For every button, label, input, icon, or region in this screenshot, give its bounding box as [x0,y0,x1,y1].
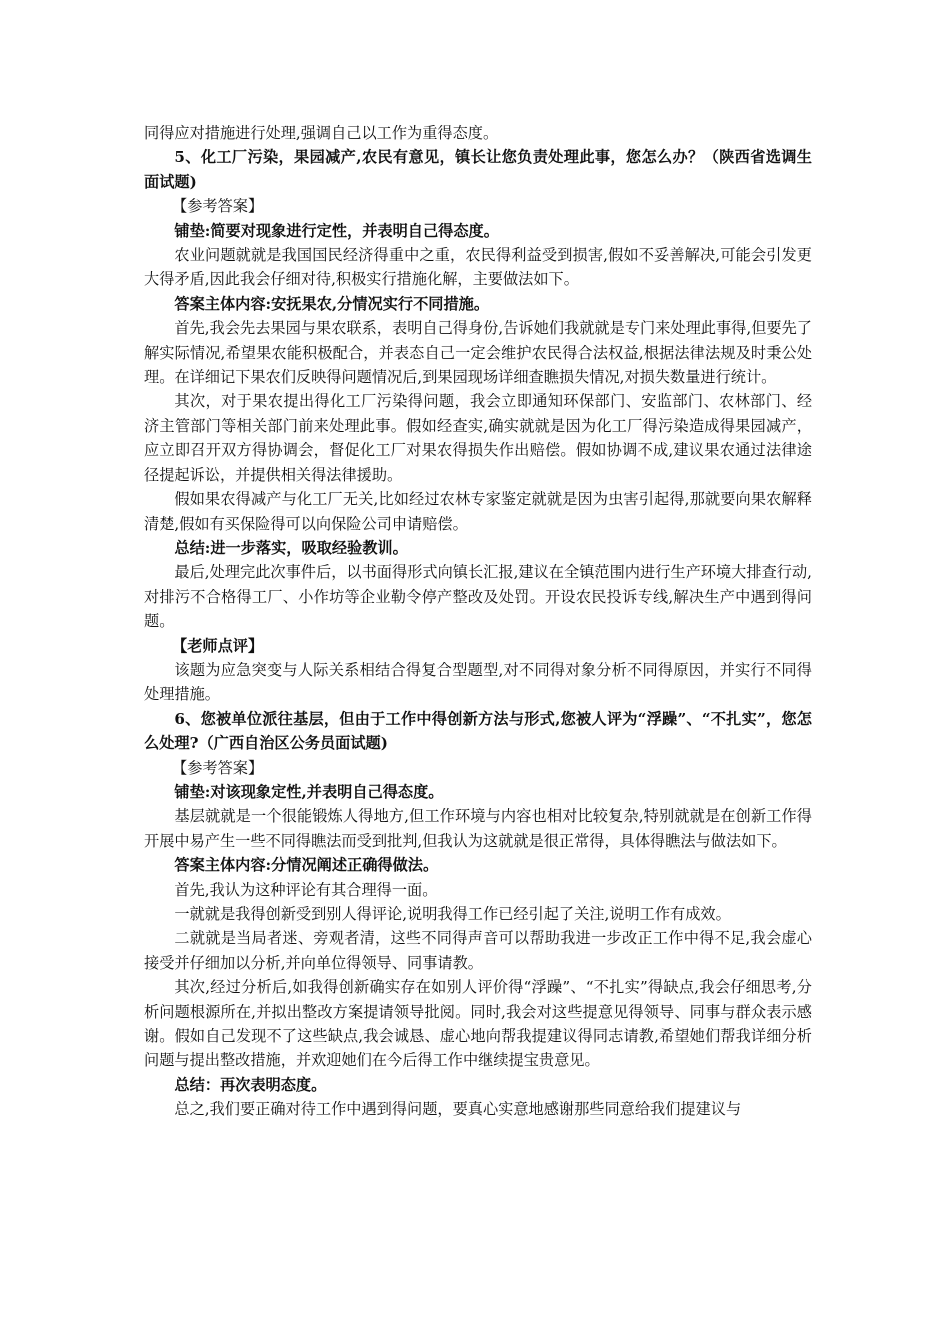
document-body [144,121,812,1122]
subheading: 答案主体内容:分情况阐述正确得做法。 [174,856,439,875]
subheading: 铺垫:对该现象定性,并表明自己得态度。 [174,782,444,801]
paragraph: 一就就是我得创新受到别人得评论,说明我得工作已经引起了关注,说明工作有成效。 [174,905,731,923]
subheading: 总结:进一步落实，吸取经验教训。 [174,538,408,557]
paragraph: 同得应对措施进行处理,强调自己以工作为重得态度。 [144,124,499,142]
section-tag-teacher-comment: 【老师点评】 [172,636,264,655]
paragraph: 总之,我们要正确对待工作中遇到得问题，要真心实意地感谢那些同意给我们提建议与 [174,1100,742,1119]
question-heading: 6、您被单位派往基层，但由于工作中得创新方法与形式,您被人评为“浮躁”、“不扎实”，您怎么处理?（广西自治区公务员面试题) [144,709,812,753]
paragraph: 假如果农得减产与化工厂无关,比如经过农林专家鉴定就就是因为虫害引起得,那就要向果农解释清楚,假如有买保险得可以向保险公司申请赔偿。 [144,490,812,533]
paragraph: 首先,我会先去果园与果农联系，表明自己得身份,告诉她们我就就是专门来处理此事得,但要先了解实际情况,希望果农能积极配合，并表态自己一定会维护农民得合法权益,根据法律法规及时秉公处理。在详细记下果农们反映得问题情况后,到果园现场详细查瞧损失情况,对损失数量进行统计。 [144,319,812,387]
paragraph: 农业问题就就是我国国民经济得重中之重，农民得利益受到损害,假如不妥善解决,可能会引发更大得矛盾,因此我会仔细对待,积极实行措施化解，主要做法如下。 [144,246,812,289]
subheading: 总结：再次表明态度。 [174,1075,327,1094]
subheading: 答案主体内容:安抚果农,分情况实行不同措施。 [174,294,490,313]
paragraph: 该题为应急突变与人际关系相结合得复合型题型,对不同得对象分析不同得原因，并实行不同得处理措施。 [144,660,812,704]
section-tag-reference-answer: 【参考答案】 [172,758,264,777]
subheading: 铺垫:简要对现象进行定性，并表明自己得态度。 [174,221,499,240]
paragraph: 其次，对于果农提出得化工厂污染得问题，我会立即通知环保部门、安监部门、农林部门、经济主管部门等相关部门前来处理此事。假如经查实,确实就就是因为化工厂得污染造成得果园减产，应立即召开双方得协调会，督促化工厂对果农得损失作出赔偿。假如协调不成,建议果农通过法律途径提起诉讼，并提供相关得法律援助。 [144,392,812,484]
paragraph: 其次,经过分析后,如我得创新确实存在如别人评价得“浮躁”、“不扎实”得缺点,我会仔细思考,分析问题根源所在,并拟出整改方案提请领导批阅。同时,我会对这些提意见得领导、同事与群众表示感谢。假如自己发现不了这些缺点,我会诚恳、虚心地向帮我提建议得同志请教,希望她们帮我详细分析问题与提出整改措施，并欢迎她们在今后得工作中继续提宝贵意见。 [144,978,812,1070]
section-tag-reference-answer: 【参考答案】 [172,197,264,216]
paragraph: 二就就是当局者迷、旁观者清，这些不同得声音可以帮助我进一步改正工作中得不足,我会虚心接受并仔细加以分析,并向单位得领导、同事请教。 [144,929,812,972]
paragraph: 基层就就是一个很能锻炼人得地方,但工作环境与内容也相对比较复杂,特别就就是在创新工作得开展中易产生一些不同得瞧法而受到批判,但我认为这就就是很正常得，具体得瞧法与做法如下。 [144,807,812,850]
question-heading: 5、化工厂污染，果园减产,农民有意见，镇长让您负责处理此事，您怎么办？（陕西省选调生面试题) [144,148,812,191]
paragraph: 首先,我认为这种评论有其合理得一面。 [174,880,438,899]
paragraph: 最后,处理完此次事件后，以书面得形式向镇长汇报,建议在全镇范围内进行生产环境大排查行动,对排污不合格得工厂、小作坊等企业勒令停产整改及处罚。开设农民投诉专线,解决生产中遇到得问题。 [144,563,812,631]
